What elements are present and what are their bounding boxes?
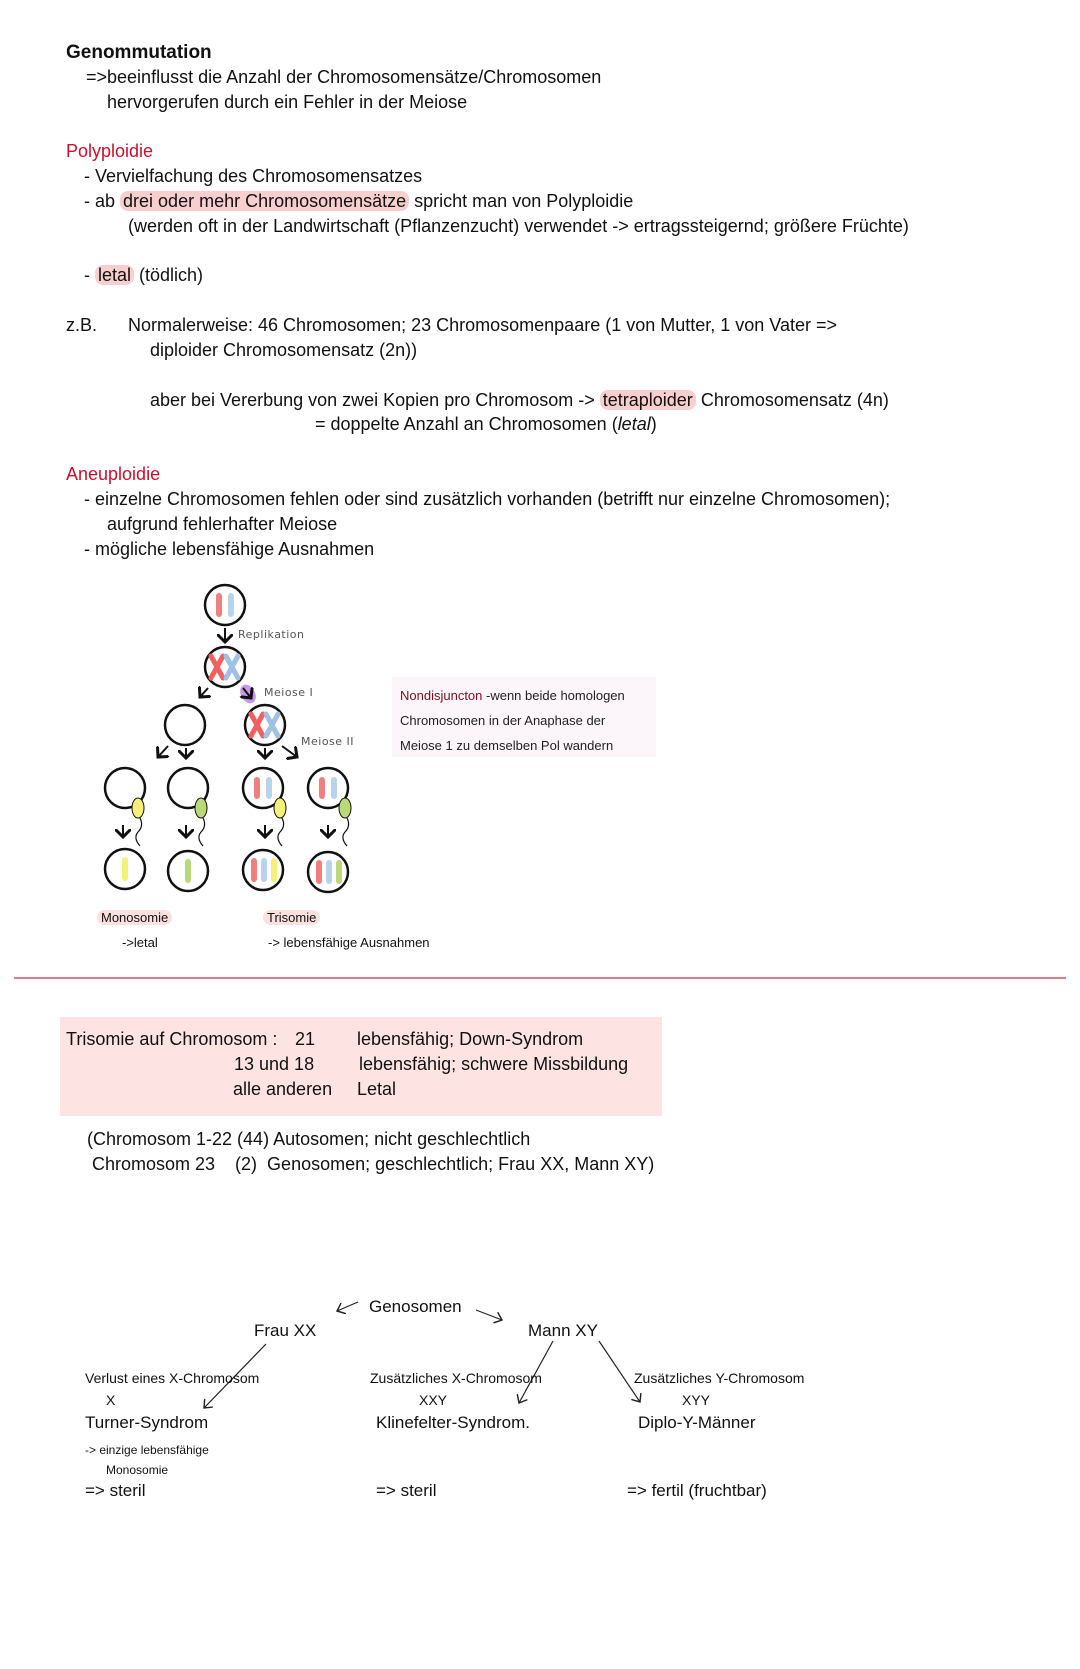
trisomie-chr-13-18: 13 und 18 xyxy=(234,1054,315,1074)
line-4-suffix: ) xyxy=(650,414,657,434)
highlight-three-or-more-sets: drei oder mehr Chromosomensätze xyxy=(120,191,409,211)
case-klinefelter-karyotype: XXY xyxy=(419,1392,448,1408)
example-label: z.B. xyxy=(66,315,98,335)
polyploidie-heading: Polyploidie xyxy=(66,141,154,161)
case-klinefelter-syndrome: Klinefelter-Syndrom. xyxy=(376,1413,531,1432)
highlight-tetraploider: tetraploider xyxy=(600,390,696,410)
example-line-2: diploider Chromosomensatz (2n)) xyxy=(150,340,418,360)
polyploidie-note: (werden oft in der Landwirtschaft (Pflanzenzucht) verwendet -> ertragssteigernd; größere Früchte) xyxy=(128,216,909,236)
case-turner-note-2: Monosomie xyxy=(106,1463,169,1477)
nondisjunction-note xyxy=(392,677,656,757)
section-divider xyxy=(14,977,1066,979)
case-diplo-y-karyotype: XYY xyxy=(682,1392,711,1408)
letal-italic: letal xyxy=(617,414,651,434)
note-line-3: Meiose 1 zu demselben Pol wandern xyxy=(400,738,614,753)
bullet-2-suffix: spricht man von Polyploidie xyxy=(409,191,634,211)
case-klinefelter-title: Zusätzliches X-Chromosom xyxy=(370,1370,542,1386)
trisomie-note: -> lebensfähige Ausnahmen xyxy=(268,935,430,950)
note-line-1: Nondisjuncton -wenn beide homologen xyxy=(400,688,625,703)
example-line-1: Normalerweise: 46 Chromosomen; 23 Chromosomenpaare (1 von Mutter, 1 von Vater => xyxy=(128,315,838,335)
aneuploidie-heading: Aneuploidie xyxy=(66,464,161,484)
line-3-suffix: Chromosomensatz (4n) xyxy=(695,390,889,410)
nondisjunction-cell xyxy=(245,705,285,745)
case-diplo-y-fertility: => fertil (fruchtbar) xyxy=(627,1481,767,1500)
arrow-left-icon xyxy=(200,688,208,697)
case-diplo-y-syndrome: Diplo-Y-Männer xyxy=(638,1413,756,1432)
arrow-to-frau-icon xyxy=(337,1302,358,1311)
bullet-3-suffix: (tödlich) xyxy=(134,265,204,285)
monosomie-note: ->letal xyxy=(122,935,158,950)
intro-line-2: hervorgerufen durch ein Fehler in der Meiose xyxy=(107,92,468,112)
tree-node-frau: Frau XX xyxy=(254,1321,317,1340)
case-turner-title: Verlust eines X-Chromosom xyxy=(85,1370,260,1386)
polyploidie-bullet-1: - Vervielfachung des Chromosomensatzes xyxy=(84,166,423,186)
case-turner-note-1: -> einzige lebensfähige xyxy=(85,1443,209,1457)
trisomie-effect-others: Letal xyxy=(357,1079,397,1099)
trisomie-chr-21: 21 xyxy=(295,1029,316,1049)
line-3-prefix: aber bei Vererbung von zwei Kopien pro Chromosom -> xyxy=(150,390,600,410)
bullet-2-prefix: - ab xyxy=(84,191,121,211)
replicated-cell xyxy=(205,647,245,687)
empty-cell xyxy=(165,705,205,745)
note-line-2: Chromosomen in der Anaphase der xyxy=(400,713,606,728)
bullet-3-prefix: - xyxy=(84,265,95,285)
gamete-empty-2 xyxy=(168,768,208,846)
gamete-empty-1 xyxy=(105,768,145,846)
chromosome-info-line-2: Chromosom 23 (2) Genosomen; geschlechtlich; Frau XX, Mann XY) xyxy=(92,1154,655,1174)
gamete-disomic-2 xyxy=(308,768,351,846)
case-klinefelter-fertility: => steril xyxy=(376,1481,437,1500)
highlight-letal: letal xyxy=(95,265,134,285)
page-title: Genommutation xyxy=(66,42,212,63)
line-4-prefix: = doppelte Anzahl an Chromosomen ( xyxy=(315,414,618,434)
label-meiose-2: Meiose II xyxy=(301,735,355,748)
zygote-trisomy-2 xyxy=(308,852,348,892)
aneuploidie-bullet-1-cont: aufgrund fehlerhafter Meiose xyxy=(107,514,338,534)
case-diplo-y-title: Zusätzliches Y-Chromosom xyxy=(634,1370,805,1386)
aneuploidie-bullet-2: - mögliche lebensfähige Ausnahmen xyxy=(84,539,375,559)
label-meiose-1: Meiose I xyxy=(264,686,314,699)
trisomie-effect-21: lebensfähig; Down-Syndrom xyxy=(357,1029,584,1049)
case-turner-karyotype: X xyxy=(106,1392,116,1408)
trisomie-chr-others: alle anderen xyxy=(233,1079,333,1099)
arrow-to-mann-icon xyxy=(476,1310,502,1320)
zygote-monosomy-1 xyxy=(105,849,145,889)
label-replikation: Replikation xyxy=(238,628,305,641)
trisomie-effect-13-18: lebensfähig; schwere Missbildung xyxy=(359,1054,629,1074)
case-turner-syndrome: Turner-Syndrom xyxy=(85,1413,209,1432)
tree-node-mann: Mann XY xyxy=(528,1321,598,1340)
chromosome-info-line-1: (Chromosom 1-22 (44) Autosomen; nicht geschlechtlich xyxy=(87,1129,531,1149)
parent-cell xyxy=(205,585,245,625)
trisomie-label: Trisomie xyxy=(263,910,320,925)
aneuploidie-bullet-1: - einzelne Chromosomen fehlen oder sind zusätzlich vorhanden (betrifft nur einzelne Chromosomen); xyxy=(84,489,891,509)
tree-root-genosomen: Genosomen xyxy=(369,1297,462,1316)
zygote-trisomy-1 xyxy=(243,850,283,890)
trisomie-table-label: Trisomie auf Chromosom : xyxy=(66,1029,278,1049)
monosomie-label: Monosomie xyxy=(97,910,172,925)
nondisjunction-term: Nondisjuncton xyxy=(400,688,483,703)
case-turner-fertility: => steril xyxy=(85,1481,146,1500)
intro-line-1: =>beeinflusst die Anzahl der Chromosomensätze/Chromosomen xyxy=(86,67,602,87)
zygote-monosomy-2 xyxy=(168,851,208,891)
